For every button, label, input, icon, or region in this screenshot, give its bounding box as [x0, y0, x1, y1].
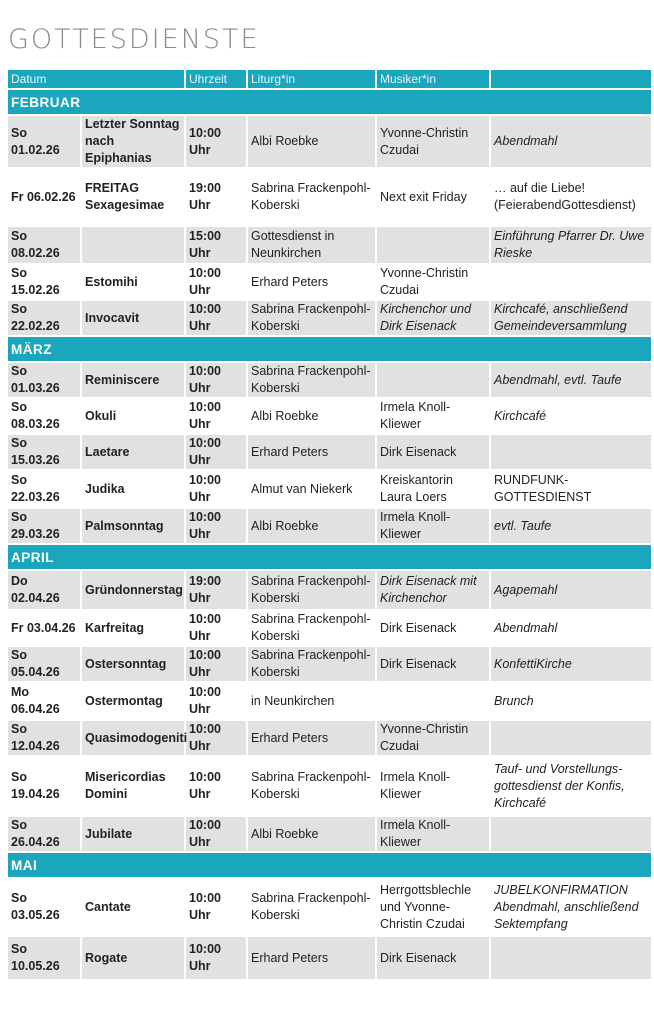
header-row — [8, 70, 652, 89]
service-row — [8, 470, 652, 508]
service-liturg: Gottesdienst in Neunkirchen — [247, 226, 376, 264]
service-name: Quasimodogeniti — [81, 720, 185, 756]
service-date: Mo 06.04.26 — [8, 682, 81, 720]
header-notes — [490, 70, 652, 89]
service-liturg: Albi Roebke — [247, 115, 376, 168]
service-time: 10:00 Uhr — [185, 756, 247, 816]
month-row — [8, 89, 652, 115]
service-row — [8, 434, 652, 470]
service-note: KonfettiKirche — [490, 646, 652, 682]
service-time: 10:00 Uhr — [185, 398, 247, 434]
service-music: Yvonne-Christin Czudai — [376, 115, 490, 168]
service-note: JUBELKONFIRMATION Abendmahl, anschließend Sektempfang — [490, 878, 652, 936]
service-date: So 12.04.26 — [8, 720, 81, 756]
service-time: 10:00 Uhr — [185, 610, 247, 646]
service-row — [8, 115, 652, 168]
service-music: Herrgottsblechle und Yvonne-Christin Czudai — [376, 878, 490, 936]
service-music: Yvonne-Christin Czudai — [376, 264, 490, 300]
service-music — [376, 362, 490, 398]
service-time: 10:00 Uhr — [185, 470, 247, 508]
service-music: Dirk Eisenack — [376, 936, 490, 980]
service-time: 10:00 Uhr — [185, 264, 247, 300]
service-name: Okuli — [81, 398, 185, 434]
service-note — [490, 936, 652, 980]
service-row — [8, 816, 652, 852]
service-liturg: Sabrina Frackenpohl-Koberski — [247, 570, 376, 610]
service-liturg: Albi Roebke — [247, 816, 376, 852]
service-date: So 01.03.26 — [8, 362, 81, 398]
service-row — [8, 936, 652, 980]
service-time: 10:00 Uhr — [185, 115, 247, 168]
service-liturg: Sabrina Frackenpohl-Koberski — [247, 646, 376, 682]
service-date: So 01.02.26 — [8, 115, 81, 168]
service-row — [8, 508, 652, 544]
service-music — [376, 226, 490, 264]
service-name: Karfreitag — [81, 610, 185, 646]
service-row — [8, 570, 652, 610]
service-time: 10:00 Uhr — [185, 936, 247, 980]
service-date: So 15.03.26 — [8, 434, 81, 470]
service-date: So 22.02.26 — [8, 300, 81, 336]
service-name: Estomihi — [81, 264, 185, 300]
header-liturg: Liturg*in — [247, 70, 376, 89]
month-label: MÄRZ — [8, 336, 652, 362]
service-name: Letzter Sonntag nach Epiphanias — [81, 115, 185, 168]
service-music: Dirk Eisenack — [376, 610, 490, 646]
service-date: So 26.04.26 — [8, 816, 81, 852]
service-name: Laetare — [81, 434, 185, 470]
service-name: Judika — [81, 470, 185, 508]
service-row — [8, 362, 652, 398]
service-note: Agapemahl — [490, 570, 652, 610]
service-liturg: Erhard Peters — [247, 264, 376, 300]
service-note: Einführung Pfarrer Dr. Uwe Rieske — [490, 226, 652, 264]
service-music: Kreiskantorin Laura Loers — [376, 470, 490, 508]
service-row — [8, 756, 652, 816]
service-note — [490, 264, 652, 300]
service-time: 19:00 Uhr — [185, 168, 247, 226]
service-liturg: Albi Roebke — [247, 398, 376, 434]
service-note — [490, 434, 652, 470]
service-music: Irmela Knoll-Kliewer — [376, 756, 490, 816]
service-date: So 03.05.26 — [8, 878, 81, 936]
service-liturg: Sabrina Frackenpohl-Koberski — [247, 878, 376, 936]
service-row — [8, 610, 652, 646]
service-date: So 10.05.26 — [8, 936, 81, 980]
service-name: Rogate — [81, 936, 185, 980]
service-music: Irmela Knoll-Kliewer — [376, 398, 490, 434]
service-music: Yvonne-Christin Czudai — [376, 720, 490, 756]
service-note: RUNDFUNK-GOTTESDIENST — [490, 470, 652, 508]
service-music: Irmela Knoll-Kliewer — [376, 508, 490, 544]
service-liturg: Almut van Niekerk — [247, 470, 376, 508]
service-name: Jubilate — [81, 816, 185, 852]
service-time: 10:00 Uhr — [185, 720, 247, 756]
service-time: 10:00 Uhr — [185, 646, 247, 682]
service-time: 10:00 Uhr — [185, 300, 247, 336]
header-datum: Datum — [8, 70, 185, 89]
service-name: Cantate — [81, 878, 185, 936]
service-time: 10:00 Uhr — [185, 682, 247, 720]
service-liturg: Sabrina Frackenpohl-Koberski — [247, 756, 376, 816]
service-row — [8, 682, 652, 720]
month-label: APRIL — [8, 544, 652, 570]
service-note: Abendmahl, evtl. Taufe — [490, 362, 652, 398]
service-row — [8, 720, 652, 756]
service-music — [376, 682, 490, 720]
service-date: So 08.03.26 — [8, 398, 81, 434]
service-time: 10:00 Uhr — [185, 816, 247, 852]
service-liturg: Sabrina Frackenpohl-Koberski — [247, 300, 376, 336]
service-date: So 08.02.26 — [8, 226, 81, 264]
service-name: Reminiscere — [81, 362, 185, 398]
service-music: Dirk Eisenack — [376, 646, 490, 682]
service-note: Tauf- und Vorstellungs-gottesdienst der Konfis, Kirchcafé — [490, 756, 652, 816]
header-uhrzeit: Uhrzeit — [185, 70, 247, 89]
month-label: FEBRUAR — [8, 89, 652, 115]
service-time: 10:00 Uhr — [185, 434, 247, 470]
service-name: Misericordias Domini — [81, 756, 185, 816]
service-date: Fr 06.02.26 — [8, 168, 81, 226]
service-date: So 29.03.26 — [8, 508, 81, 544]
service-date: So 22.03.26 — [8, 470, 81, 508]
service-liturg: Erhard Peters — [247, 936, 376, 980]
month-row — [8, 336, 652, 362]
service-time: 10:00 Uhr — [185, 878, 247, 936]
page-title: GOTTESDIENSTE — [8, 24, 260, 55]
service-name: Gründonnerstag — [81, 570, 185, 610]
service-row — [8, 226, 652, 264]
service-note — [490, 816, 652, 852]
service-music: Irmela Knoll-Kliewer — [376, 816, 490, 852]
service-note: Brunch — [490, 682, 652, 720]
service-note: Kirchcafé, anschließend Gemeindeversammlung — [490, 300, 652, 336]
service-row — [8, 168, 652, 226]
service-name: Invocavit — [81, 300, 185, 336]
service-name: Ostermontag — [81, 682, 185, 720]
service-note: Abendmahl — [490, 610, 652, 646]
service-row — [8, 398, 652, 434]
service-row — [8, 878, 652, 936]
service-date: Fr 03.04.26 — [8, 610, 81, 646]
service-row — [8, 264, 652, 300]
service-liturg: in Neunkirchen — [247, 682, 376, 720]
service-time: 10:00 Uhr — [185, 508, 247, 544]
service-music: Dirk Eisenack — [376, 434, 490, 470]
service-music: Dirk Eisenack mit Kirchenchor — [376, 570, 490, 610]
service-row — [8, 300, 652, 336]
schedule-table — [8, 70, 653, 981]
service-row — [8, 646, 652, 682]
service-name: Ostersonntag — [81, 646, 185, 682]
service-music: Kirchenchor und Dirk Eisenack — [376, 300, 490, 336]
service-name: Palmsonntag — [81, 508, 185, 544]
service-liturg: Albi Roebke — [247, 508, 376, 544]
month-label: MAI — [8, 852, 652, 878]
service-liturg: Erhard Peters — [247, 434, 376, 470]
service-liturg: Sabrina Frackenpohl-Koberski — [247, 362, 376, 398]
header-musiker: Musiker*in — [376, 70, 490, 89]
month-row — [8, 544, 652, 570]
month-row — [8, 852, 652, 878]
service-music: Next exit Friday — [376, 168, 490, 226]
service-time: 19:00 Uhr — [185, 570, 247, 610]
service-note: Kirchcafé — [490, 398, 652, 434]
service-liturg: Sabrina Frackenpohl-Koberski — [247, 168, 376, 226]
service-date: Do 02.04.26 — [8, 570, 81, 610]
service-liturg: Sabrina Frackenpohl-Koberski — [247, 610, 376, 646]
service-date: So 05.04.26 — [8, 646, 81, 682]
service-note: evtl. Taufe — [490, 508, 652, 544]
service-note: Abendmahl — [490, 115, 652, 168]
service-date: So 19.04.26 — [8, 756, 81, 816]
service-note: … auf die Liebe! (FeierabendGottesdienst) — [490, 168, 652, 226]
service-time: 15:00 Uhr — [185, 226, 247, 264]
service-name — [81, 226, 185, 264]
service-note — [490, 720, 652, 756]
service-name: FREITAG Sexagesimae — [81, 168, 185, 226]
service-date: So 15.02.26 — [8, 264, 81, 300]
service-time: 10:00 Uhr — [185, 362, 247, 398]
service-liturg: Erhard Peters — [247, 720, 376, 756]
